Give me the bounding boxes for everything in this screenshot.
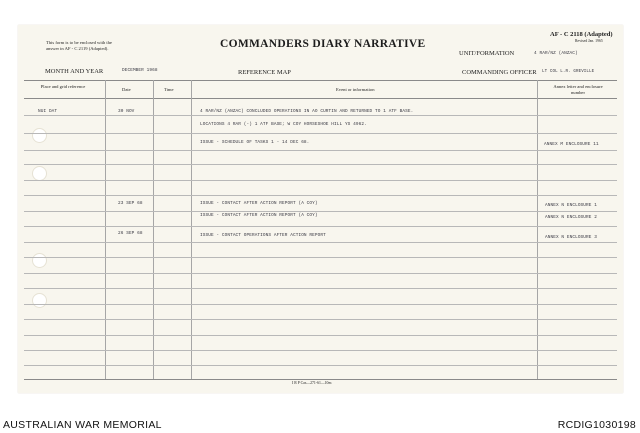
column-header-date: Date <box>122 87 131 92</box>
commanding-officer-value: LT COL L.R. GREVILLE <box>542 70 595 74</box>
row-rule <box>24 273 617 274</box>
entry-annex: ANNEX M ENCLOSURE 11 <box>544 142 599 147</box>
row-rule <box>24 164 617 165</box>
printer-note: I R P Cas—271-61—10m <box>292 381 332 385</box>
reference-map-label: REFERENCE MAP <box>238 69 291 76</box>
punch-hole <box>32 128 47 143</box>
table-bottom-border <box>24 379 617 380</box>
row-rule <box>24 150 617 151</box>
unit-label: UNIT/FORMATION <box>459 50 515 57</box>
entry-annex: ANNEX N ENCLOSURE 2 <box>545 215 597 220</box>
archive-name: AUSTRALIAN WAR MEMORIAL <box>3 419 162 431</box>
commanding-officer-label: COMMANDING OFFICER <box>462 69 537 76</box>
row-rule <box>24 195 617 196</box>
month-year-label: MONTH AND YEAR <box>45 68 104 75</box>
row-rule <box>24 288 617 289</box>
entry-date: 23 SEP 68 <box>118 201 143 206</box>
row-rule <box>24 365 617 366</box>
unit-value: 4 RAR/NZ (ANZAC) <box>534 51 578 56</box>
row-rule <box>24 133 617 134</box>
column-header-event: Event or information <box>336 87 375 92</box>
header-bottom-border <box>24 98 617 99</box>
entry-event: 4 RAR/NZ (ANZAC) CONCLUDED OPERATIONS IN AO CURTIN AND RETURNED TO 1 ATF BASE. <box>200 109 414 114</box>
entry-date: 30 NOV <box>118 109 135 114</box>
entry-event: LOCATIONS 4 RAR (-) 1 ATF BASE; W COY HORSESHOE HILL YS 4962. <box>200 122 367 127</box>
row-rule <box>24 180 617 181</box>
punch-hole <box>32 253 47 268</box>
column-header-place: Place and grid reference <box>40 84 86 89</box>
entry-event: ISSUE - CONTACT OPERATIONS AFTER ACTION REPORT <box>200 233 326 238</box>
row-rule <box>24 257 617 258</box>
archive-footer <box>0 400 640 433</box>
entry-event: ISSUE - CONTACT AFTER ACTION REPORT (A COY) <box>200 213 318 218</box>
form-code: AF - C 2118 (Adapted) <box>550 31 613 38</box>
row-rule <box>24 319 617 320</box>
entry-date: 26 SEP 68 <box>118 231 143 236</box>
entry-event: ISSUE - SCHEDULE OF TASKS 1 - 14 DEC 68. <box>200 140 310 145</box>
row-rule <box>24 350 617 351</box>
enclosure-note: This form is to be enclosed with the answer in AF - C 2119 (Adapted). <box>46 40 112 51</box>
row-rule <box>24 242 617 243</box>
column-header-time: Time <box>164 87 174 92</box>
row-rule <box>24 335 617 336</box>
punch-hole <box>32 166 47 181</box>
month-year-value: DECEMBER 1968 <box>122 68 158 73</box>
record-id: RCDIG1030198 <box>557 419 636 431</box>
row-rule <box>24 304 617 305</box>
row-rule <box>24 211 617 212</box>
form-revised-date: Revised Jan. 1965 <box>575 39 603 43</box>
entry-annex: ANNEX N ENCLOSURE 3 <box>545 235 597 240</box>
punch-hole <box>32 293 47 308</box>
entry-annex: ANNEX N ENCLOSURE 1 <box>545 203 597 208</box>
entry-event: ISSUE - CONTACT AFTER ACTION REPORT (A COY) <box>200 201 318 206</box>
column-header-annex: Annex letter and enclosure number <box>553 84 603 95</box>
table-top-border <box>24 80 617 81</box>
diary-form-sheet <box>18 25 623 393</box>
page-title: COMMANDERS DIARY NARRATIVE <box>220 38 426 50</box>
entry-place: NUI DAT <box>38 109 58 114</box>
row-rule <box>24 115 617 116</box>
row-rule <box>24 226 617 227</box>
